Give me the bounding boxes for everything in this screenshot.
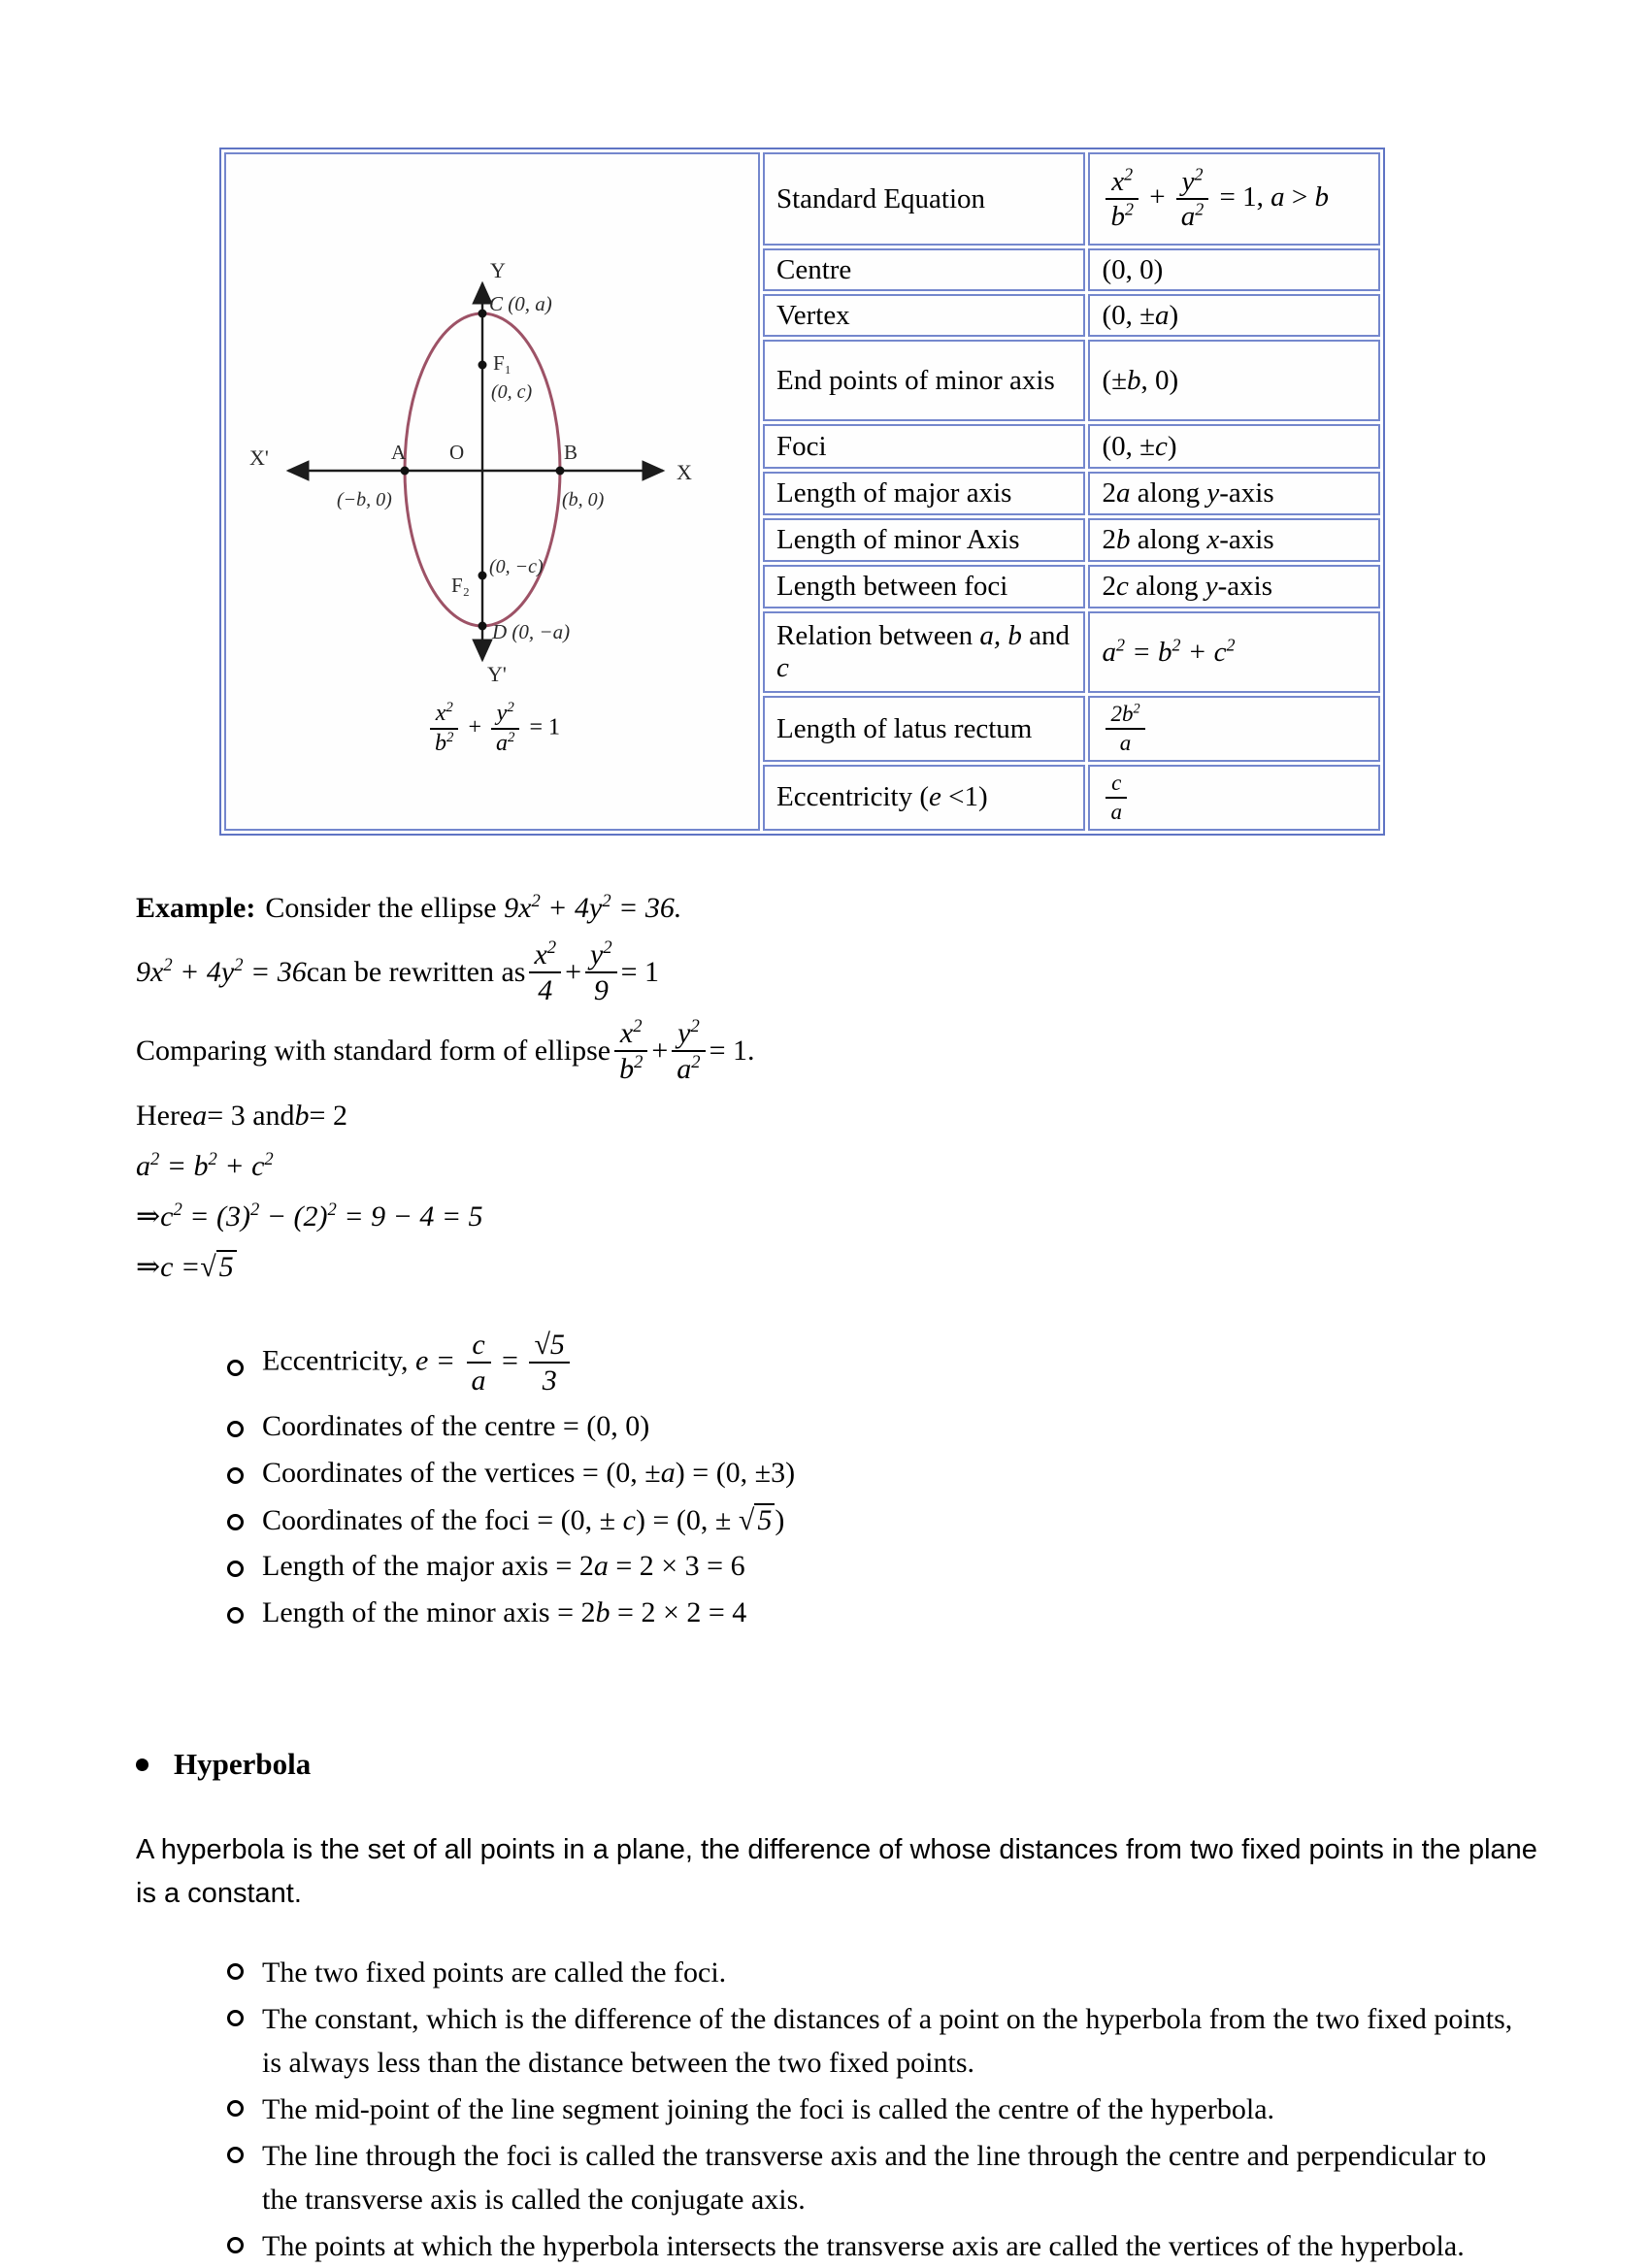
point-f1-focus bbox=[478, 361, 487, 370]
bullet-vertices bbox=[227, 1454, 1650, 1493]
label-f1-coord: (0, c) bbox=[491, 381, 533, 404]
example-line-3: Comparing with standard form of ellipse $\frac{x^2}{b^2}$ + $\frac{y^2}{a^2}$ = 1. bbox=[136, 1015, 755, 1086]
label-f2: F₂ bbox=[451, 574, 471, 598]
bullet-foci bbox=[227, 1500, 1650, 1539]
row-value-relation-abc: $a^2 = b^2 + c^2$ bbox=[1088, 611, 1380, 693]
bullet-major-axis-text: Length of the major axis = 2a = 2 × 3 = 6 bbox=[262, 1550, 745, 1583]
bullet-foci-text: Coordinates of the foci = (0, ± c) = (0, ± √ 5 ) bbox=[262, 1503, 785, 1536]
row-value-eccentricity: $\frac{c}{a}$ bbox=[1088, 765, 1380, 831]
label-x-left: X' bbox=[249, 445, 269, 471]
row-label-length-between-foci: Length between foci bbox=[763, 565, 1085, 608]
hyp-bullet-foci: The two fixed points are called the foci. bbox=[227, 1951, 1514, 1994]
bullet-major-axis bbox=[227, 1547, 1650, 1586]
row-label-latus-rectum: Length of latus rectum bbox=[763, 696, 1085, 762]
example-line-1-text: Consider the ellipse $9x^2 + 4y^2 = 36$. bbox=[265, 890, 682, 924]
row-value-endpoints-minor-axis: (±b, 0) bbox=[1088, 340, 1380, 421]
bullet-disc-icon bbox=[136, 1759, 148, 1771]
row-label-major-axis-length: Length of major axis bbox=[763, 472, 1085, 515]
bullet-centre-text: Coordinates of the centre = (0, 0) bbox=[262, 1410, 650, 1443]
example-line-6: ⇒ $c^2 = (3)^2 - (2)^2 = 9 - 4 = 5$ bbox=[136, 1199, 483, 1233]
row-label-endpoints-minor-axis: End points of minor axis bbox=[763, 340, 1085, 421]
bullet-eccentricity bbox=[227, 1327, 1650, 1399]
bullet-minor-axis bbox=[227, 1594, 1650, 1632]
label-y-bottom: Y' bbox=[487, 662, 507, 687]
row-value-minor-axis-length: 2b along x-axis bbox=[1088, 518, 1380, 562]
label-b-coord: (b, 0) bbox=[562, 489, 605, 511]
example-line-7: ⇒ c = √ 5 bbox=[136, 1245, 1650, 1290]
example-line-2: $9x^2 + 4y^2 = 36$ can be rewritten as $\frac{x^2}{4}$ + $\frac{y^2}{9}$ = 1 bbox=[136, 937, 660, 1007]
point-c-vertex bbox=[478, 310, 487, 318]
ellipse-diagram-cell bbox=[224, 152, 760, 831]
row-value-major-axis-length: 2a along y-axis bbox=[1088, 472, 1380, 515]
row-value-length-between-foci: 2c along y-axis bbox=[1088, 565, 1380, 608]
label-origin: O bbox=[449, 441, 465, 465]
example-section bbox=[136, 886, 1650, 1633]
point-a bbox=[401, 467, 410, 476]
bullet-eccentricity-text: Eccentricity, e = $\frac{c}{a}$ = $\frac{√5}{3}$ bbox=[262, 1327, 574, 1399]
label-c-vertex: C (0, a) bbox=[489, 292, 552, 316]
row-label-foci: Foci bbox=[763, 424, 1085, 469]
row-label-vertex: Vertex bbox=[763, 294, 1085, 337]
hyp-bullet-centre: The mid-point of the line segment joining the foci is called the centre of the hyperbola. bbox=[227, 2087, 1514, 2131]
label-f2-coord: (0, −c) bbox=[489, 556, 544, 578]
ellipse-diagram bbox=[238, 215, 748, 759]
hyperbola-heading bbox=[136, 1747, 1650, 1782]
point-b bbox=[556, 467, 565, 476]
bullet-centre bbox=[227, 1407, 1650, 1446]
hyp-bullet-constant: The constant, which is the difference of the distances of a point on the hyperbola from the two fixed points, is always less than the distance between the two fixed points. bbox=[227, 1997, 1514, 2085]
example-line-1 bbox=[136, 886, 1650, 931]
label-a-coord: (−b, 0) bbox=[337, 489, 392, 511]
hyperbola-heading-text: Hyperbola bbox=[174, 1747, 312, 1782]
row-value-standard-equation: $\frac{x^2}{b^2}$ + $\frac{y^2}{a^2}$ = 1, a > b bbox=[1088, 152, 1380, 246]
example-line-5: $a^2 = b^2 + c^2$ bbox=[136, 1148, 274, 1182]
label-d-vertex: D (0, −a) bbox=[492, 620, 571, 644]
point-d-vertex bbox=[478, 622, 487, 631]
hyperbola-definition: A hyperbola is the set of all points in a plane, the difference of whose distances from two fixed points in the plane is a constant. bbox=[136, 1834, 1537, 1910]
hyp-bullet-vertices: The points at which the hyperbola intersects the transverse axis are called the vertices of the hyperbola. bbox=[227, 2224, 1514, 2268]
example-results-list bbox=[136, 1327, 1650, 1632]
ellipse-figure bbox=[238, 221, 748, 689]
bullet-vertices-text: Coordinates of the vertices = (0, ±a) = (0, ±3) bbox=[262, 1457, 796, 1490]
bullet-minor-axis-text: Length of the minor axis = 2b = 2 × 2 = 4 bbox=[262, 1596, 747, 1629]
row-label-centre: Centre bbox=[763, 248, 1085, 291]
label-f1: F₁ bbox=[493, 351, 512, 376]
row-label-minor-axis-length: Length of minor Axis bbox=[763, 518, 1085, 562]
label-x-right: X bbox=[676, 460, 692, 485]
label-y-axis: Y bbox=[490, 258, 506, 283]
row-label-eccentricity: Eccentricity (e <1) bbox=[763, 765, 1085, 831]
point-f2-focus bbox=[478, 572, 487, 580]
row-value-foci: (0, ±c) bbox=[1088, 424, 1380, 469]
label-a-point: A bbox=[391, 441, 407, 465]
row-value-centre: (0, 0) bbox=[1088, 248, 1380, 291]
row-value-latus-rectum: $\frac{2b^2}{a}$ bbox=[1088, 696, 1380, 762]
hyp-bullet-axes: The line through the foci is called the transverse axis and the line through the centre and perpendicular to the transverse axis is called the conjugate axis. bbox=[227, 2134, 1514, 2221]
hyperbola-properties-list bbox=[136, 1951, 1650, 2268]
ellipse-equation-caption: $\frac{x^2}{b^2}$ + $\frac{y^2}{a^2}$ = 1 bbox=[238, 699, 748, 759]
label-b-point: B bbox=[564, 441, 578, 465]
example-label: Example: bbox=[136, 891, 256, 924]
row-label-relation-abc: Relation between a, b and c bbox=[763, 611, 1085, 693]
ellipse-properties-table bbox=[219, 148, 1385, 836]
row-value-vertex: (0, ±a) bbox=[1088, 294, 1380, 337]
row-label-standard-equation: Standard Equation bbox=[763, 152, 1085, 246]
example-line-4: Here a = 3 and b = 2 bbox=[136, 1099, 347, 1132]
